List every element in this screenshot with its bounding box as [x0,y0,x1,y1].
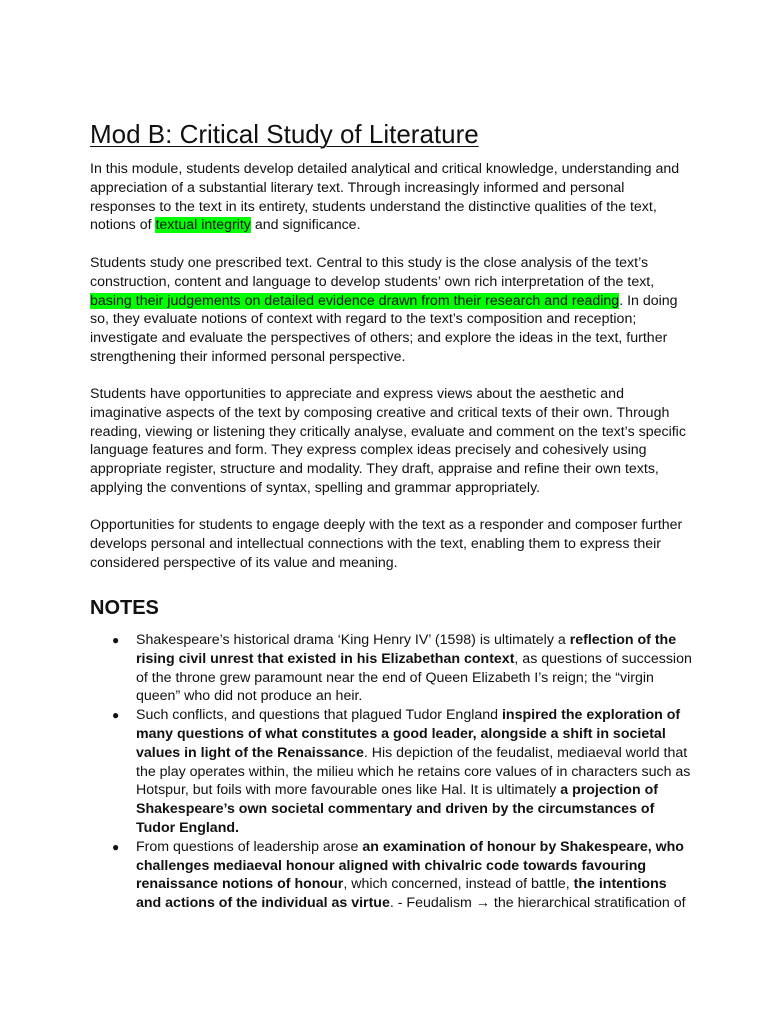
note-item [90,838,710,913]
text-run: Opportunities for students to engage deeply with the text as a responder and composer further [90,517,683,533]
engagement-paragraph [90,516,690,572]
text-run: , as questions of succession [514,650,692,667]
text-run: construction, content and language to develop students’ own rich interpretation of the text, [90,273,655,290]
text-run: Students study one prescribed text. Central to this study is the close analysis of the text’s [90,255,649,271]
note-item [90,706,710,838]
text-run: Shakespeare’s historical drama ‘King Henry IV’ (1598) is ultimately a [136,632,570,648]
text-run: responses to the text in its entirety, students understand the distinctive qualities of the text, [90,198,657,215]
text-run: Hotspur, but foils with more favourable ones like Hal. It is ultimately [136,782,561,799]
text-run: Such conflicts, and questions that plagued Tudor England [136,707,502,724]
highlighted-text: basing their judgements on detailed evidence drawn from their research and reading [90,292,620,309]
text-run: applying the conventions of syntax, spelling and grammar appropriately. [90,479,541,496]
text-run: the play operates within, the milieu which he retains core values of in characters such as [136,763,691,780]
text-run: so, they evaluate notions of context with regard to the text’s composition and reception; [90,311,637,328]
text-run: develops personal and intellectual connections with the text, enabling them to express their [90,535,661,552]
text-run: , which concerned, instead of battle, [343,876,574,893]
text-run: . - Feudalism → the hierarchical stratification of [389,895,686,912]
text-run: reading, viewing or listening they critically analyse, evaluate and comment on the text’s specific [90,423,686,440]
page-title: Mod B: Critical Study of Literature [90,119,479,149]
bold-text: challenges mediaeval honour aligned with chivalric code towards favouring [136,857,647,874]
prescribed-text-paragraph [90,254,690,367]
text-run: . His depiction of the feudalist, mediaeval world that [363,744,688,761]
text-run: From questions of leadership arose [136,838,363,855]
text-run: and significance. [250,217,361,234]
bold-text: reflection of the [569,632,677,648]
text-run: language features and form. They express complex ideas precisely and cohesively using [90,442,647,459]
highlighted-text: textual integrity [155,217,251,234]
text-run: appropriate register, structure and modality. They draft, appraise and refine their own texts, [90,461,659,478]
text-run: investigate and evaluate the perspectives of others; and explore the ideas in the text, further [90,330,668,347]
bold-text: values in light of the Renaissance [136,744,364,761]
text-run: strengthening their informed personal perspective. [90,348,406,365]
text-run: of the throne grew paramount near the end of Queen Elizabeth I’s reign; the “virgin [136,669,654,686]
bold-text: and actions of the individual as virtue [136,895,390,912]
bold-text: many questions of what constitutes a good leader, alongside a shift in societal [136,725,666,742]
text-run: . In doing [619,292,678,309]
text-run: Students have opportunities to appreciate and express views about the aesthetic and [90,386,624,402]
bold-text: inspired the exploration of [501,707,681,724]
bold-text: Shakespeare’s own societal commentary and driven by the circumstances of [136,801,655,818]
intro-paragraph [90,160,690,235]
text-run: notions of [90,217,156,234]
bold-text: the intentions [573,876,667,893]
text-run: In this module, students develop detailed analytical and critical knowledge, understanding and [90,161,680,177]
bold-text: a projection of [560,782,658,799]
opportunities-paragraph [90,385,690,498]
bullet-icon: ● [112,839,120,854]
note-item [90,631,710,706]
notes-heading: NOTES [90,597,159,619]
bold-text: an examination of honour by Shakespeare, who [362,838,684,855]
bold-text: Tudor England. [136,819,239,836]
bold-text: renaissance notions of honour [136,876,344,893]
text-run: considered perspective of its value and meaning. [90,554,398,571]
text-run: imaginative aspects of the text by composing creative and critical texts of their own. Through [90,404,670,421]
bold-text: rising civil unrest that existed in his Elizabethan context [136,650,515,667]
notes-list [90,631,710,913]
bullet-icon: ● [112,708,120,723]
text-run: queen” who did not produce an heir. [136,688,363,705]
bullet-icon: ● [112,633,120,647]
text-run: appreciation of a substantial literary text. Through increasingly informed and personal [90,179,625,196]
